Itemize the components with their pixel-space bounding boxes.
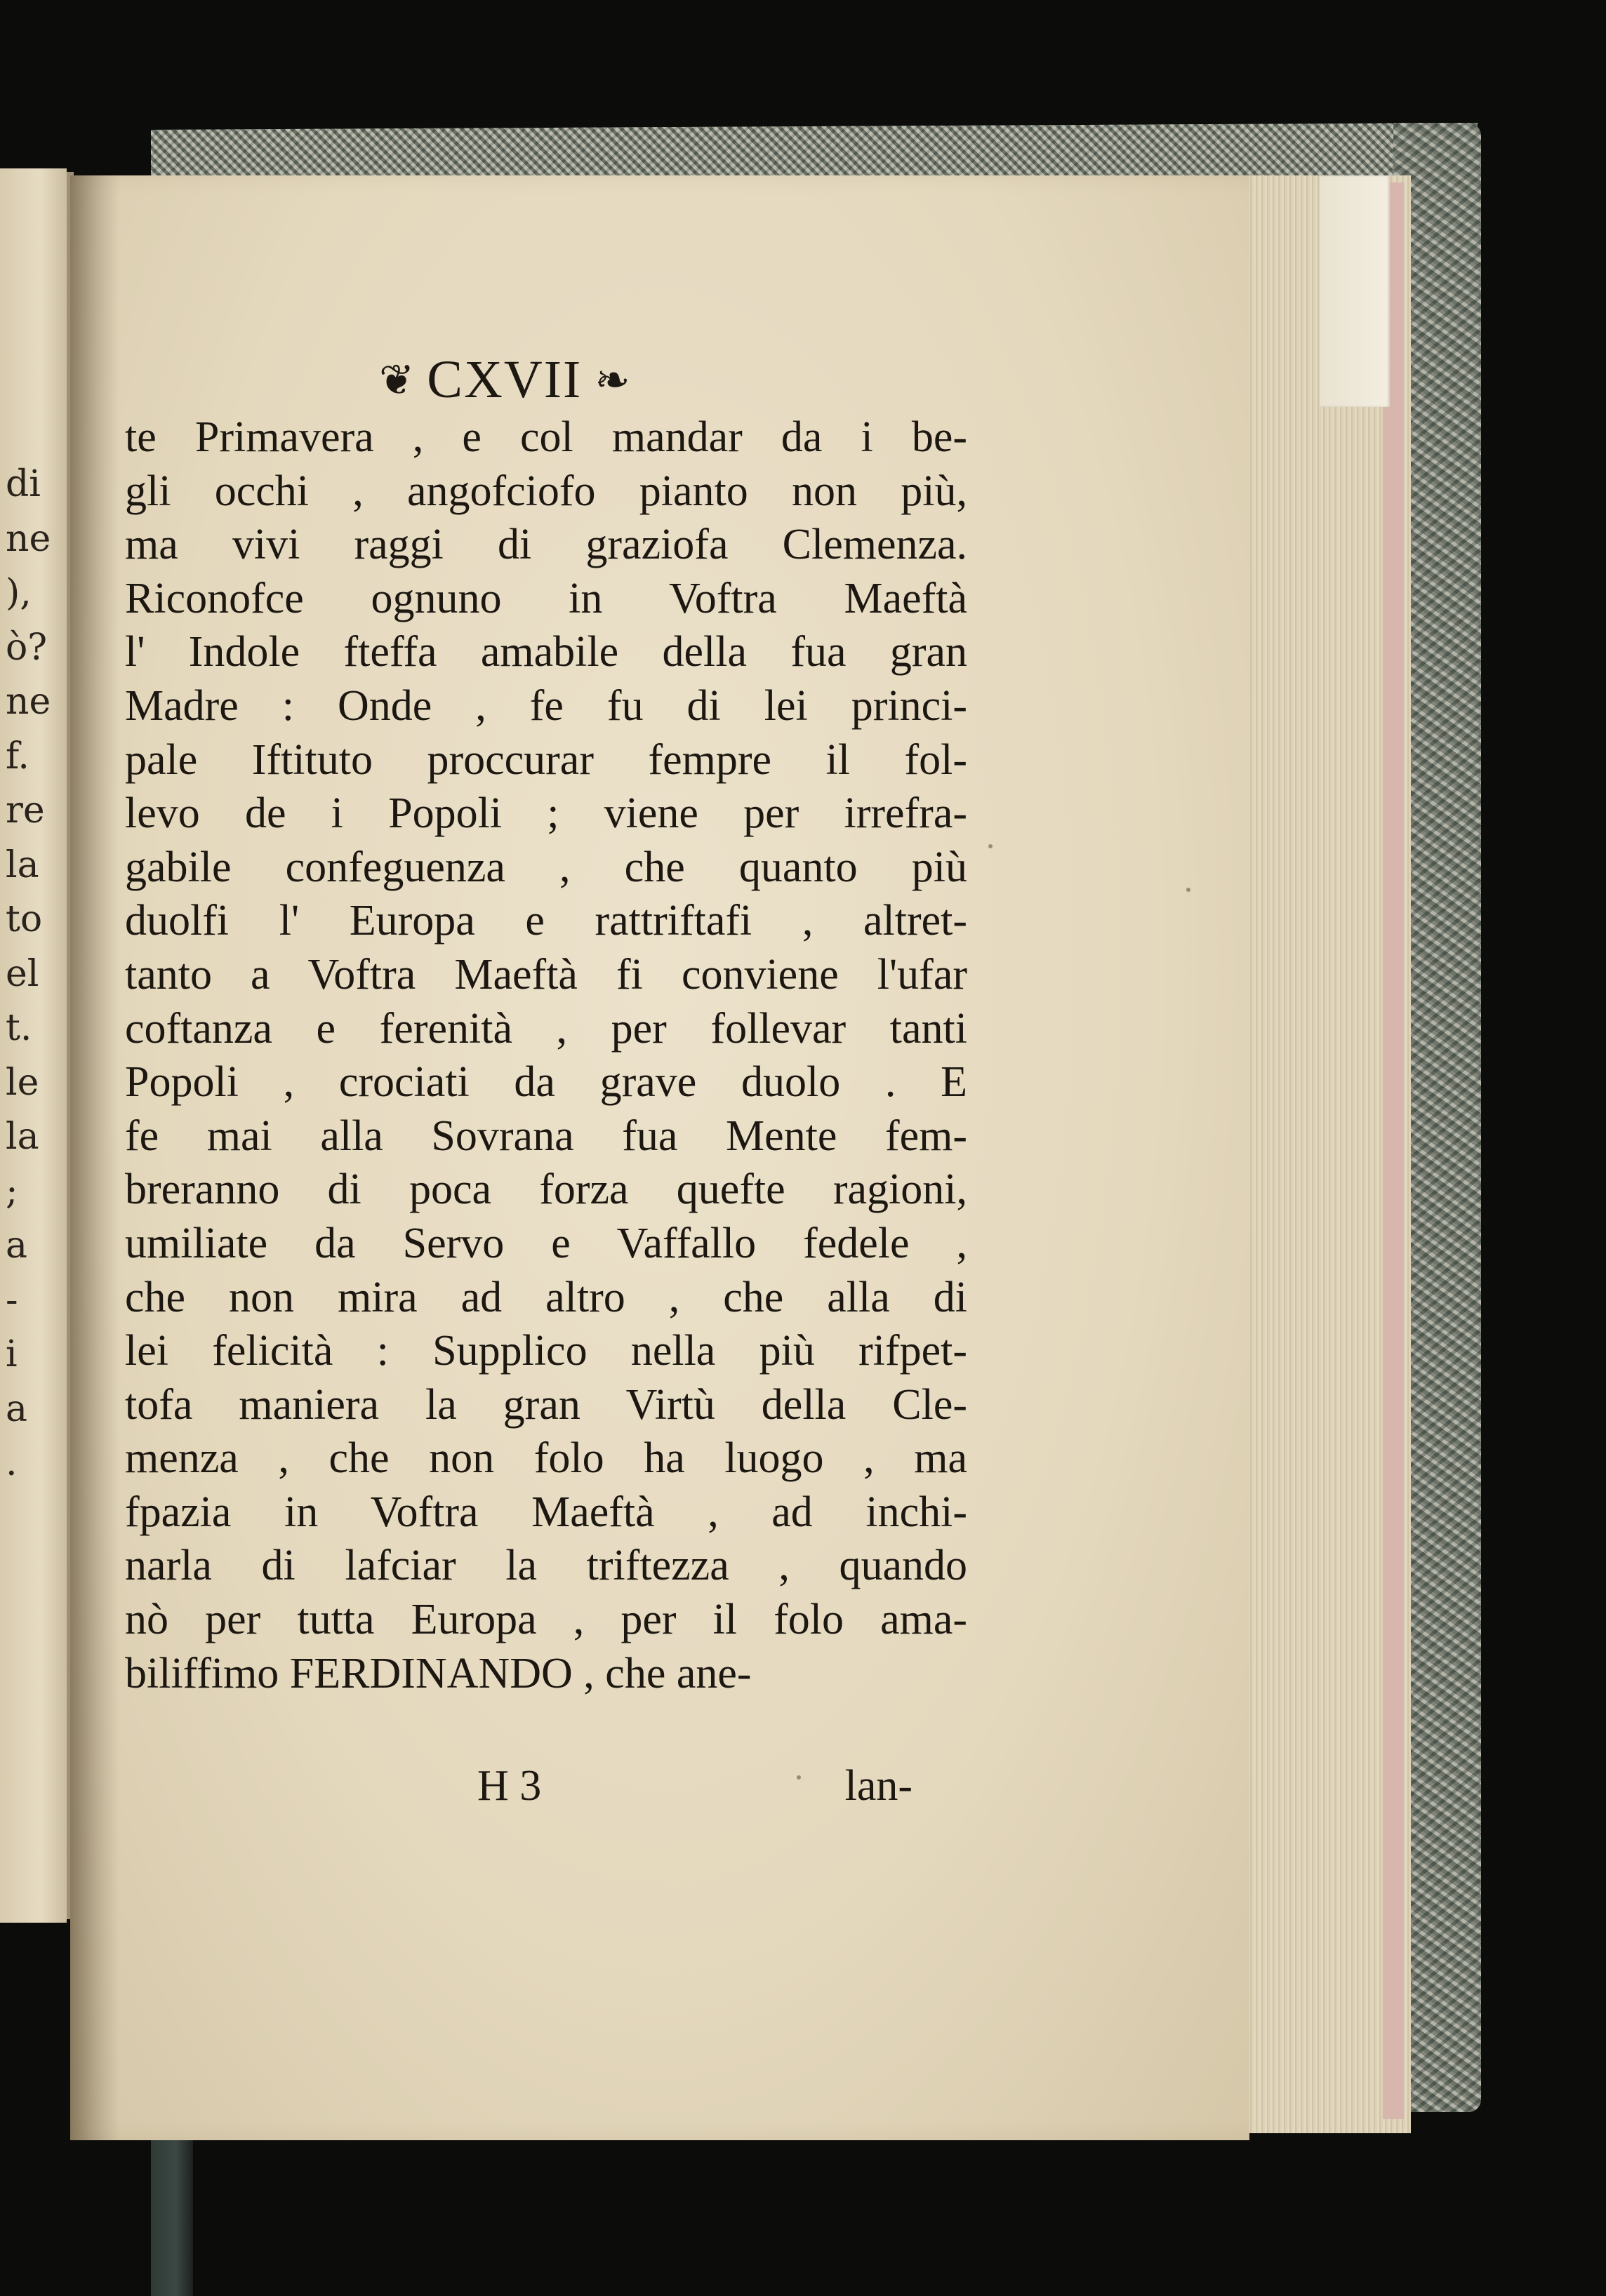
previous-page-fragment: ò? [6, 626, 48, 669]
text-line: gabile confeguenza , che quanto più [125, 843, 967, 891]
page-edge-tint [1383, 182, 1404, 2119]
previous-page-fragment: di [6, 463, 41, 505]
previous-page-fragment: i [6, 1333, 18, 1375]
text-line: biliffimo FERDINANDO , che ane- [125, 1649, 752, 1697]
body-text [125, 411, 967, 1700]
previous-page-fragment: la [6, 1116, 39, 1158]
left-ornament-icon: ❦ [379, 355, 415, 405]
text-line: duolfi l' Europa e rattriftafi , altret- [125, 897, 967, 945]
right-ornament-icon: ❧ [595, 355, 630, 405]
text-line: gli occhi , angofciofo pianto non più, [125, 467, 967, 515]
previous-page-fragment: to [6, 898, 43, 940]
text-line: menza , che non folo ha luogo , ma [125, 1434, 967, 1483]
previous-page-fragment: re [6, 789, 45, 832]
previous-page-fragment: t. [6, 1007, 32, 1049]
paper-slip-bookmark [1320, 175, 1390, 407]
text-line: pale Iftituto proccurar fempre il fol- [125, 735, 967, 784]
text-line: te Primavera , e col mandar da i be- [125, 413, 967, 461]
previous-page-fragment: . [6, 1442, 18, 1484]
text-line: breranno di poca forza quefte ragioni, [125, 1166, 967, 1214]
text-line: narla di lafciar la triftezza , quando [125, 1542, 967, 1590]
previous-page-fragment: le [6, 1061, 39, 1104]
previous-page-fragment: a [6, 1387, 28, 1430]
text-line: lei felicità : Supplico nella più rifpet- [125, 1327, 967, 1375]
previous-page-fragment: la [6, 843, 39, 886]
text-line: che non mira ad altro , che alla di [125, 1273, 967, 1321]
text-line: Popoli , crociati da grave duolo . E [125, 1058, 967, 1107]
previous-page-fragment: ne [6, 681, 51, 723]
text-line: Madre : Onde , fe fu di lei princi- [125, 681, 967, 730]
previous-page-fragment: ; [6, 1170, 18, 1213]
catchword: lan- [844, 1762, 912, 1810]
text-line: fpazia in Voftra Maeftà , ad inchi- [125, 1488, 967, 1536]
paper-speck [988, 844, 993, 848]
previous-page-fragment: ne [6, 517, 51, 560]
text-line: l' Indole fteffa amabile della fua gran [125, 628, 967, 676]
text-line: fe mai alla Sovrana fua Mente fem- [125, 1112, 967, 1160]
text-line: tofa maniera la gran Virtù della Cle- [125, 1380, 967, 1429]
signature-mark: H 3 [477, 1762, 542, 1810]
previous-page-fragment: a [6, 1224, 28, 1267]
text-line: coftanza e ferenità , per follevar tanti [125, 1004, 967, 1053]
text-line: Riconofce ognuno in Voftra Maeftà [125, 574, 967, 622]
previous-page-fragment: - [6, 1279, 18, 1321]
paper-speck [797, 1775, 801, 1780]
text-line: levo de i Popoli ; viene per irrefra- [125, 789, 967, 838]
previous-page-fragment: ), [6, 572, 32, 614]
page-footer [477, 1761, 912, 1811]
gutter-shadow [70, 175, 119, 2140]
text-line: ma vivi raggi di graziofa Clemenza. [125, 521, 967, 569]
paper-speck [1186, 888, 1190, 892]
text-line: nò per tutta Europa , per il folo ama- [125, 1596, 967, 1644]
page-header [379, 349, 630, 411]
previous-page-fragment: el [6, 952, 39, 995]
text-line: umiliate da Servo e Vaffallo fedele , [125, 1219, 967, 1267]
previous-page-text-fragments [0, 0, 67, 1895]
text-line: tanto a Voftra Maeftà fi conviene l'ufar [125, 950, 967, 999]
previous-page-fragment: f. [6, 735, 29, 777]
page-number: CXVII [427, 350, 583, 409]
